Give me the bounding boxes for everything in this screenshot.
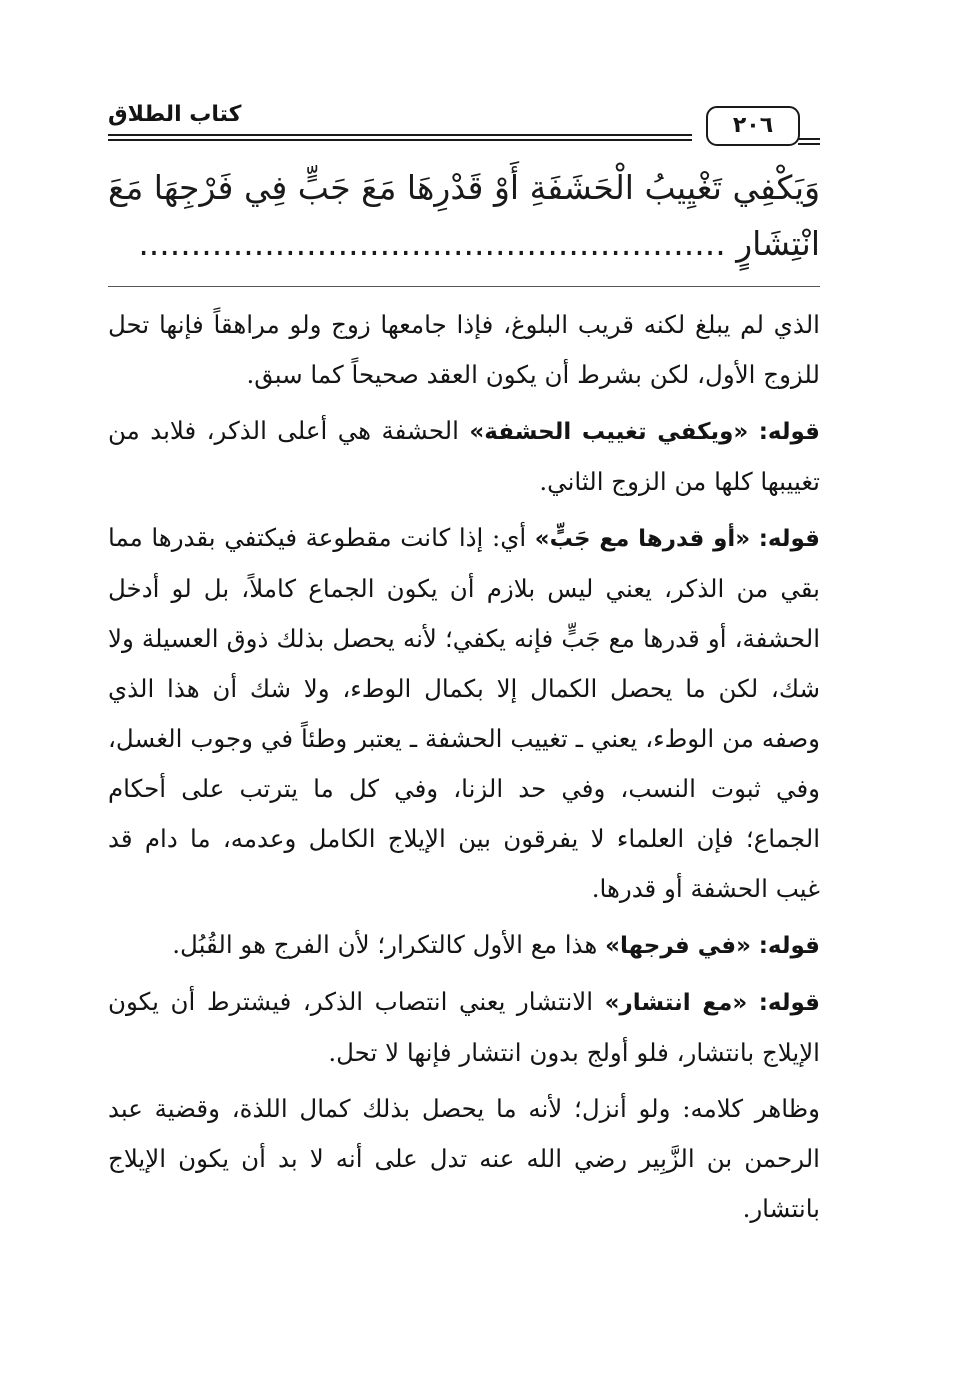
matn-quote: «أو قدرها مع جَبٍّ» [534,526,751,552]
commentary [108,300,820,1240]
matn-divider [108,286,820,287]
paragraph [108,406,820,507]
paragraph [108,513,820,914]
header-rule [108,139,692,141]
header-rule-stub [798,138,820,140]
paragraph-text: الانتشار يعني انتصاب الذكر، فيشترط أن يكون الإيلاج بانتشار، فلو أولج بدون انتشار فإنها لا تحل. [108,987,820,1067]
paragraph-text: الذي لم يبلغ لكنه قريب البلوغ، فإذا جامعها زوج ولو مراهقاً فإنها تحل للزوج الأول، لكن بشرط أن يكون العقد صحيحاً كما سبق. [108,310,820,389]
page-number: ٢٠٦ [706,106,800,146]
page-header [108,98,820,148]
paragraph [108,977,820,1078]
matn-line: وَيَكْفِي تَغْيِيبُ الْحَشَفَةِ أَوْ قَدْرِهَا مَعَ جَبٍّ فِي فَرْجِهَا مَعَ [108,168,820,207]
qawluhu-label: قوله: [758,990,820,1016]
book-title: كتاب الطلاق [108,102,242,127]
paragraph-text: هذا مع الأول كالتكرار؛ لأن الفرج هو القُبُل. [172,930,606,959]
matn-word: انْتِشَارٍ [736,224,820,263]
matn-dots: ........................................................ [138,224,726,263]
header-rule [108,134,692,136]
matn-text [108,160,820,272]
matn-quote: «في فرجها» [605,933,751,959]
qawluhu-label: قوله: [758,526,820,552]
matn-quote: «مع انتشار» [604,990,748,1016]
paragraph [108,1084,820,1234]
paragraph-text: الحشفة هي أعلى الذكر، فلابد من تغييبها كلها من الزوج الثاني. [108,416,820,496]
matn-quote: «ويكفي تغييب الحشفة» [469,419,749,445]
matn-line [108,216,820,272]
paragraph [108,300,820,400]
paragraph-text: وظاهر كلامه: ولو أنزل؛ لأنه ما يحصل بذلك كمال اللذة، وقضية عبد الرحمن بن الزَّبِير رضي الله عنه تدل على أنه لا بد أن يكون الإيلاج بانتشار. [108,1094,820,1223]
qawluhu-label: قوله: [758,933,820,959]
qawluhu-label: قوله: [758,419,820,445]
paragraph-text: أي: إذا كانت مقطوعة فيكتفي بقدرها مما بقي من الذكر، يعني ليس بلازم أن يكون الجماع كاملاً، بل لو أدخل الحشفة، أو قدرها مع جَبٍّ فإنه يكفي؛ لأنه يحصل بذلك ذوق العسيلة ولا شك، لكن ما يحصل الكمال إلا بكمال الوطء، ولا شك أن هذا الذي وصفه من الوطء، يعني ـ تغييب الحشفة ـ يعتبر وطئاً في وجوب الغسل، وفي ثبوت النسب، وفي حد الزنا، وفي كل ما يترتب على أحكام الجماع؛ فإن العلماء لا يفرقون بين الإيلاج الكامل وعدمه، ما دام قد غيب الحشفة أو قدرها. [108,523,821,903]
header-rule-stub [798,143,820,145]
paragraph [108,920,820,971]
